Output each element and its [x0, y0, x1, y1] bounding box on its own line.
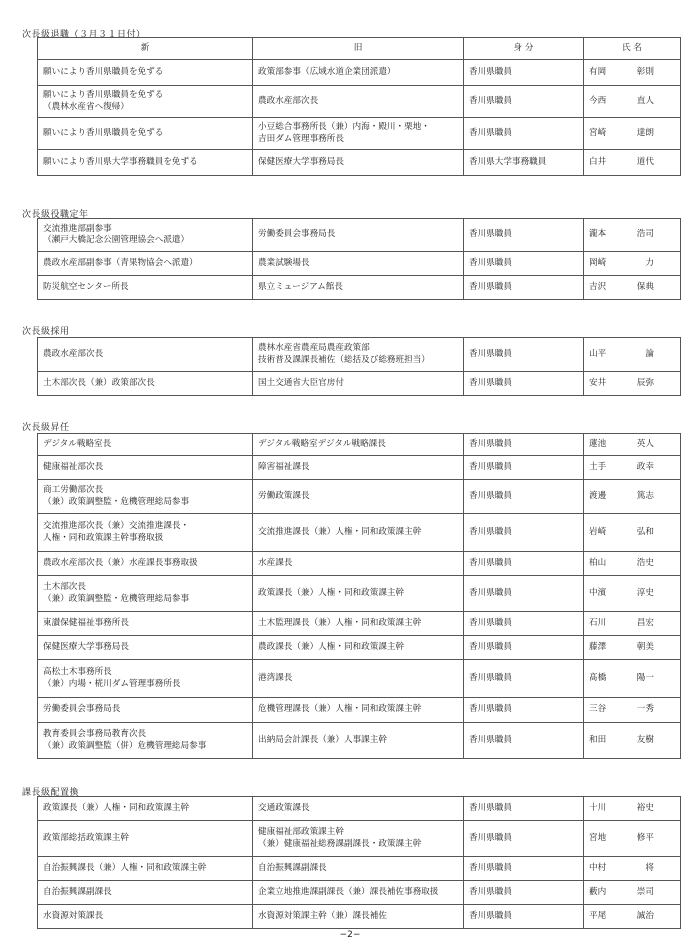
- person-name: [584, 636, 681, 660]
- status: 香川県職員: [464, 660, 584, 698]
- table-row: [38, 338, 681, 372]
- surname: 中村: [589, 862, 607, 873]
- surname: 渡邊: [589, 490, 607, 501]
- new-position: 高松土木事務所長 （兼）内場・椛川ダム管理事務所長: [38, 660, 253, 698]
- old-position: 自治振興課副課長: [253, 857, 464, 881]
- new-position: 保健医療大学事務局長: [38, 636, 253, 660]
- status: 香川県職員: [464, 698, 584, 723]
- old-position: 港湾課長: [253, 660, 464, 698]
- surname: 石川: [589, 617, 607, 628]
- person-name: [584, 150, 681, 176]
- table-row: [38, 797, 681, 821]
- surname: 和田: [589, 734, 607, 745]
- new-position: 願いにより香川県大学事務職員を免ずる: [38, 150, 253, 176]
- surname: 山平: [589, 348, 607, 359]
- table-row: [38, 480, 681, 514]
- person-name: [584, 857, 681, 881]
- new-position: 交流推進部次長（兼）交流推進課長・ 人権・同和政策課主幹事務取扱: [38, 514, 253, 552]
- section-table: [37, 37, 681, 176]
- table-row: [38, 905, 681, 929]
- given-name: 彰則: [636, 66, 654, 77]
- table-row: [38, 276, 681, 300]
- surname: 十川: [589, 802, 607, 813]
- surname: 今西: [589, 95, 607, 106]
- section-table: [37, 433, 681, 759]
- header-name: 氏 名: [584, 38, 681, 60]
- table-row: [38, 150, 681, 176]
- given-name: 英人: [636, 438, 654, 449]
- status: 香川県職員: [464, 338, 584, 372]
- surname: 土手: [589, 461, 607, 472]
- table-row: [38, 552, 681, 576]
- person-name: [584, 276, 681, 300]
- status: 香川県職員: [464, 552, 584, 576]
- status: 香川県職員: [464, 219, 584, 252]
- person-name: [584, 60, 681, 86]
- table-row: [38, 60, 681, 86]
- surname: 岩崎: [589, 526, 607, 537]
- status: 香川県職員: [464, 857, 584, 881]
- old-position: 交流推進課長（兼）人権・同和政策課主幹: [253, 514, 464, 552]
- person-name: [584, 552, 681, 576]
- surname: 瀧本: [589, 229, 607, 240]
- section-table: [37, 218, 681, 300]
- surname: 岡崎: [589, 257, 607, 268]
- old-position: 企業立地推進課副課長（兼）課長補佐事務取扱: [253, 881, 464, 905]
- page-number: −2−: [339, 930, 361, 940]
- table-row: [38, 252, 681, 276]
- status: 香川県職員: [464, 252, 584, 276]
- given-name: 一秀: [636, 704, 654, 715]
- given-name: 将: [645, 862, 654, 873]
- section-table: [37, 337, 681, 396]
- table-row: [38, 698, 681, 723]
- header-new: 新: [38, 38, 253, 60]
- table-row: [38, 612, 681, 636]
- new-position: 願いにより香川県職員を免ずる: [38, 60, 253, 86]
- new-position: 土木部次長 （兼）政策調整監・危機管理総局参事: [38, 576, 253, 612]
- old-position: 政策課長（兼）人権・同和政策課主幹: [253, 576, 464, 612]
- given-name: 浩史: [636, 557, 654, 568]
- new-position: 水資源対策課長: [38, 905, 253, 929]
- old-position: 農業試験場長: [253, 252, 464, 276]
- new-position: デジタル戦略室長: [38, 434, 253, 456]
- given-name: 崇司: [636, 886, 654, 897]
- old-position: 県立ミュージアム館長: [253, 276, 464, 300]
- given-name: 陽一: [636, 672, 654, 683]
- person-name: [584, 86, 681, 118]
- person-name: [584, 118, 681, 150]
- person-name: [584, 821, 681, 857]
- old-position: 土木監理課長（兼）人権・同和政策課主幹: [253, 612, 464, 636]
- table-row: [38, 514, 681, 552]
- old-position: 農林水産省農産局農産政策部 技術普及課課長補佐（総括及び総務班担当）: [253, 338, 464, 372]
- new-position: 健康福祉部次長: [38, 456, 253, 480]
- section-table: [37, 796, 681, 929]
- status: 香川県職員: [464, 514, 584, 552]
- given-name: 修平: [636, 832, 654, 843]
- table-row: [38, 372, 681, 396]
- new-position: 願いにより香川県職員を免ずる （農林水産省へ復帰）: [38, 86, 253, 118]
- surname: 三谷: [589, 704, 607, 715]
- table-row: [38, 456, 681, 480]
- status: 香川県大学事務職員: [464, 150, 584, 176]
- surname: 柏山: [589, 557, 607, 568]
- person-name: [584, 372, 681, 396]
- section-title: 次長級退職（３月３１日付）: [22, 30, 146, 40]
- given-name: 辰弥: [636, 377, 654, 388]
- old-position: 危機管理課長（兼）人権・同和政策課主幹: [253, 698, 464, 723]
- surname: 蓮池: [589, 438, 607, 449]
- new-position: 教育委員会事務局教育次長 （兼）政策調整監（併）危機管理総局参事: [38, 723, 253, 759]
- status: 香川県職員: [464, 576, 584, 612]
- person-name: [584, 881, 681, 905]
- table-row: [38, 881, 681, 905]
- new-position: 防災航空センター所長: [38, 276, 253, 300]
- status: 香川県職員: [464, 456, 584, 480]
- status: 香川県職員: [464, 372, 584, 396]
- section-title: 次長級採用: [22, 327, 70, 337]
- new-position: 政策部総括政策課主幹: [38, 821, 253, 857]
- old-position: 小豆総合事務所長（兼）内海・殿川・栗地・ 吉田ダム管理事務所長: [253, 118, 464, 150]
- given-name: 誠治: [636, 910, 654, 921]
- given-name: 昌宏: [636, 617, 654, 628]
- old-position: 水資源対策課主幹（兼）課長補佐: [253, 905, 464, 929]
- old-position: 水産課長: [253, 552, 464, 576]
- old-position: 保健医療大学事務局長: [253, 150, 464, 176]
- given-name: 論: [645, 348, 654, 359]
- person-name: [584, 480, 681, 514]
- old-position: 政策部参事（広域水道企業団派遣）: [253, 60, 464, 86]
- table-header-row: [38, 38, 681, 60]
- header-status: 身 分: [464, 38, 584, 60]
- section-title: 課長級配置換: [22, 788, 80, 798]
- old-position: 出納局会計課長（兼）人事課主幹: [253, 723, 464, 759]
- new-position: 自治振興課長（兼）人権・同和政策課主幹: [38, 857, 253, 881]
- surname: 宮地: [589, 832, 607, 843]
- person-name: [584, 723, 681, 759]
- surname: 安井: [589, 377, 607, 388]
- surname: 藪内: [589, 886, 607, 897]
- status: 香川県職員: [464, 797, 584, 821]
- section-title: 次長級昇任: [22, 423, 70, 433]
- status: 香川県職員: [464, 86, 584, 118]
- person-name: [584, 219, 681, 252]
- status: 香川県職員: [464, 723, 584, 759]
- person-name: [584, 434, 681, 456]
- table-row: [38, 434, 681, 456]
- surname: 中濱: [589, 587, 607, 598]
- status: 香川県職員: [464, 480, 584, 514]
- old-position: 障害福祉課長: [253, 456, 464, 480]
- old-position: 健康福祉部政策課主幹 （兼）健康福祉総務課副課長・政策課主幹: [253, 821, 464, 857]
- given-name: 達朗: [636, 127, 654, 138]
- old-position: デジタル戦略室デジタル戦略課長: [253, 434, 464, 456]
- status: 香川県職員: [464, 276, 584, 300]
- old-position: 国土交通省大臣官房付: [253, 372, 464, 396]
- old-position: 農政水産部次長: [253, 86, 464, 118]
- table-row: [38, 857, 681, 881]
- new-position: 自治振興課副課長: [38, 881, 253, 905]
- given-name: 直人: [636, 95, 654, 106]
- table-row: [38, 660, 681, 698]
- surname: 平尾: [589, 910, 607, 921]
- given-name: 朝美: [636, 641, 654, 652]
- person-name: [584, 514, 681, 552]
- table-row: [38, 723, 681, 759]
- table-row: [38, 636, 681, 660]
- new-position: 農政水産部次長: [38, 338, 253, 372]
- new-position: 商工労働部次長 （兼）政策調整監・危機管理総局参事: [38, 480, 253, 514]
- status: 香川県職員: [464, 881, 584, 905]
- given-name: 篤志: [636, 490, 654, 501]
- new-position: 交流推進部副参事 （瀬戸大橋記念公園管理協会へ派遣）: [38, 219, 253, 252]
- new-position: 農政水産部次長（兼）水産課長事務取扱: [38, 552, 253, 576]
- status: 香川県職員: [464, 434, 584, 456]
- surname: 藤澤: [589, 641, 607, 652]
- table-row: [38, 219, 681, 252]
- surname: 白井: [589, 156, 607, 167]
- given-name: 淳史: [636, 587, 654, 598]
- given-name: 政幸: [636, 461, 654, 472]
- person-name: [584, 905, 681, 929]
- new-position: 願いにより香川県職員を免ずる: [38, 118, 253, 150]
- new-position: 農政水産部副参事（青果物協会へ派遣）: [38, 252, 253, 276]
- given-name: 保典: [636, 281, 654, 292]
- surname: 宮崎: [589, 127, 607, 138]
- old-position: 労働政策課長: [253, 480, 464, 514]
- person-name: [584, 660, 681, 698]
- old-position: 交通政策課長: [253, 797, 464, 821]
- given-name: 裕史: [636, 802, 654, 813]
- given-name: 道代: [636, 156, 654, 167]
- table-row: [38, 821, 681, 857]
- status: 香川県職員: [464, 60, 584, 86]
- person-name: [584, 338, 681, 372]
- surname: 髙橋: [589, 672, 607, 683]
- new-position: 労働委員会事務局長: [38, 698, 253, 723]
- person-name: [584, 797, 681, 821]
- person-name: [584, 612, 681, 636]
- old-position: 農政課長（兼）人権・同和政策課主幹: [253, 636, 464, 660]
- surname: 吉沢: [589, 281, 607, 292]
- person-name: [584, 456, 681, 480]
- given-name: 友樹: [636, 734, 654, 745]
- given-name: 弘和: [636, 526, 654, 537]
- given-name: 浩司: [636, 229, 654, 240]
- status: 香川県職員: [464, 821, 584, 857]
- new-position: 政策課長（兼）人権・同和政策課主幹: [38, 797, 253, 821]
- table-row: [38, 576, 681, 612]
- table-row: [38, 118, 681, 150]
- header-old: 旧: [253, 38, 464, 60]
- person-name: [584, 698, 681, 723]
- new-position: 土木部次長（兼）政策部次長: [38, 372, 253, 396]
- old-position: 労働委員会事務局長: [253, 219, 464, 252]
- person-name: [584, 576, 681, 612]
- status: 香川県職員: [464, 905, 584, 929]
- status: 香川県職員: [464, 612, 584, 636]
- new-position: 東讃保健福祉事務所長: [38, 612, 253, 636]
- surname: 有岡: [589, 66, 607, 77]
- given-name: 力: [645, 257, 654, 268]
- status: 香川県職員: [464, 118, 584, 150]
- status: 香川県職員: [464, 636, 584, 660]
- table-row: [38, 86, 681, 118]
- section-title: 次長級役職定年: [22, 210, 89, 220]
- person-name: [584, 252, 681, 276]
